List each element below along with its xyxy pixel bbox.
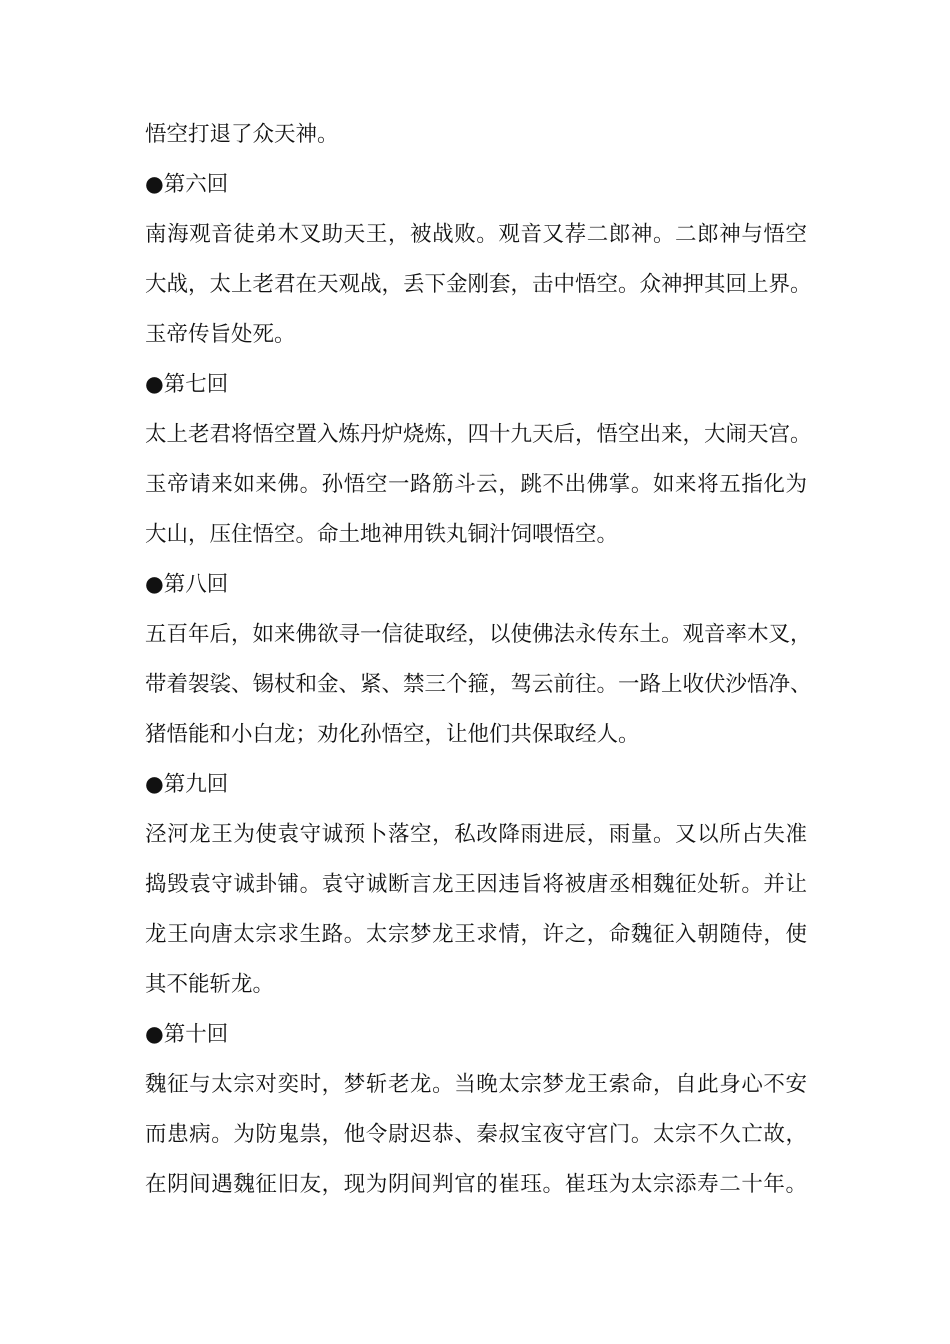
paragraph-line: 大山，压住悟空。命土地神用铁丸铜汁饲喂悟空。	[145, 522, 619, 547]
paragraph-line: 五百年后，如来佛欲寻一信徒取经，以使佛法永传东土。观音率木叉，	[145, 622, 812, 647]
paragraph-line: 而患病。为防鬼祟，他令尉迟恭、秦叔宝夜守宫门。太宗不久亡故，	[145, 1122, 807, 1147]
paragraph-line: 在阴间遇魏征旧友，现为阴间判官的崔珏。崔珏为太宗添寿二十年。	[145, 1172, 807, 1197]
paragraph-line: 玉帝传旨处死。	[145, 322, 296, 347]
chapter-heading-9: ●第九回	[145, 772, 229, 797]
paragraph-line: 悟空打退了众天神。	[145, 122, 339, 147]
chapter-heading-6: ●第六回	[145, 172, 229, 197]
paragraph-line: 南海观音徒弟木叉助天王，被战败。观音又荐二郎神。二郎神与悟空	[145, 222, 807, 247]
paragraph-line: 魏征与太宗对奕时，梦斩老龙。当晚太宗梦龙王索命，自此身心不安	[145, 1072, 807, 1097]
paragraph-line: 太上老君将悟空置入炼丹炉烧炼，四十九天后，悟空出来，大闹天宫。	[145, 422, 812, 447]
paragraph-line: 玉帝请来如来佛。孙悟空一路筋斗云，跳不出佛掌。如来将五指化为	[145, 472, 807, 497]
chapter-heading-7: ●第七回	[145, 372, 229, 397]
paragraph-line: 大战，太上老君在天观战，丢下金刚套，击中悟空。众神押其回上界。	[145, 272, 812, 297]
chapter-heading-8: ●第八回	[145, 572, 229, 597]
paragraph-line: 泾河龙王为使袁守诚预卜落空，私改降雨进辰，雨量。又以所占失准	[145, 822, 807, 847]
paragraph-line: 猪悟能和小白龙；劝化孙悟空，让他们共保取经人。	[145, 722, 640, 747]
paragraph-line: 其不能斩龙。	[145, 972, 275, 997]
document-body	[145, 110, 810, 1210]
chapter-heading-10: ●第十回	[145, 1022, 229, 1047]
paragraph-line: 捣毁袁守诚卦铺。袁守诚断言龙王因违旨将被唐丞相魏征处斩。并让	[145, 872, 807, 897]
paragraph-line: 带着袈裟、锡杖和金、紧、禁三个箍，驾云前往。一路上收伏沙悟净、	[145, 672, 812, 697]
paragraph-line: 龙王向唐太宗求生路。太宗梦龙王求情，许之，命魏征入朝随侍，使	[145, 922, 807, 947]
